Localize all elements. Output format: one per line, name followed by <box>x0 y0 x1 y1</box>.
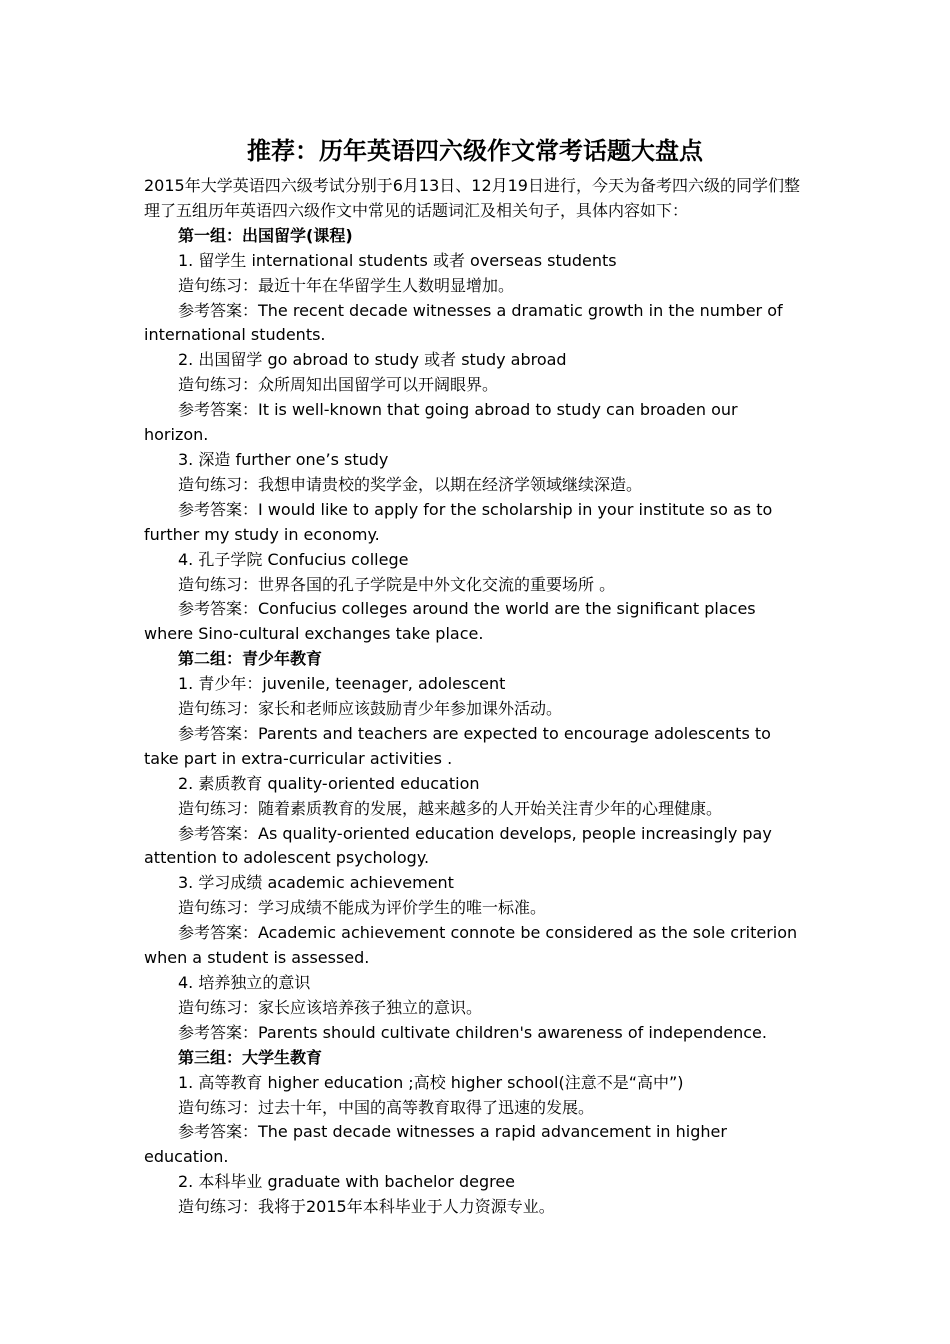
practice-prompt: 造句练习：家长应该培养孩子独立的意识。 <box>178 997 483 1017</box>
practice-prompt: 造句练习：众所周知出国留学可以开阔眼界。 <box>178 375 499 395</box>
reference-answer: 参考答案：It is well-known that going abroad to study can broaden our horizon. <box>144 400 743 445</box>
reference-answer: 参考答案：Academic achievement connote be considered as the sole criterion when a student is assessed. <box>144 923 803 968</box>
group-section <box>144 1046 806 1220</box>
practice-prompt: 造句练习：过去十年，中国的高等教育取得了迅速的发展。 <box>178 1097 595 1117</box>
group-section <box>144 647 806 1046</box>
vocab-term: 1. 高等教育 higher education ;高校 higher school(注意不是“高中”) <box>178 1072 684 1092</box>
group-heading: 第三组：大学生教育 <box>178 1047 323 1067</box>
practice-prompt: 造句练习：家长和老师应该鼓励青少年参加课外活动。 <box>178 699 563 719</box>
vocab-term: 1. 青少年：juvenile, teenager, adolescent <box>178 674 506 694</box>
vocab-term: 2. 出国留学 go abroad to study 或者 study abroad <box>178 350 567 370</box>
vocab-term: 3. 学习成绩 academic achievement <box>178 873 454 893</box>
vocab-term: 2. 素质教育 quality-oriented education <box>178 773 480 793</box>
vocab-term: 4. 孔子学院 Confucius college <box>178 549 409 569</box>
practice-prompt: 造句练习：最近十年在华留学生人数明显增加。 <box>178 275 515 295</box>
practice-prompt: 造句练习：我想申请贵校的奖学金，以期在经济学领域继续深造。 <box>178 474 643 494</box>
reference-answer: 参考答案：Confucius colleges around the world are the significant places where Sino-cultural exchanges take place. <box>144 599 761 644</box>
practice-prompt: 造句练习：学习成绩不能成为评价学生的唯一标准。 <box>178 898 547 918</box>
group-heading: 第二组：青少年教育 <box>178 649 323 669</box>
practice-prompt: 造句练习：世界各国的孔子学院是中外文化交流的重要场所 。 <box>178 574 616 594</box>
reference-answer: 参考答案：Parents and teachers are expected to encourage adolescents to take part in extra-curricular activities . <box>144 723 777 768</box>
practice-prompt: 造句练习：随着素质教育的发展，越来越多的人开始关注青少年的心理健康。 <box>178 798 723 818</box>
document-page <box>144 128 806 1220</box>
reference-answer: 参考答案：The past decade witnesses a rapid advancement in higher education. <box>144 1122 733 1167</box>
practice-prompt: 造句练习：我将于2015年本科毕业于人力资源专业。 <box>178 1197 555 1217</box>
document-title: 推荐：历年英语四六级作文常考话题大盘点 <box>247 137 703 165</box>
reference-answer: 参考答案：I would like to apply for the scholarship in your institute so as to further my study in economy. <box>144 499 778 544</box>
reference-answer: 参考答案：The recent decade witnesses a dramatic growth in the number of international students. <box>144 300 788 345</box>
reference-answer: 参考答案：As quality-oriented education develops, people increasingly pay attention to adolescent psychology. <box>144 823 777 868</box>
vocab-term: 3. 深造 further one’s study <box>178 449 389 469</box>
reference-answer: 参考答案：Parents should cultivate children's awareness of independence. <box>178 1022 767 1042</box>
group-section <box>144 224 806 647</box>
vocab-term: 2. 本科毕业 graduate with bachelor degree <box>178 1172 516 1192</box>
intro-paragraph: 2015年大学英语四六级考试分别于6月13日、12月19日进行，今天为备考四六级的同学们整理了五组历年英语四六级作文中常见的话题词汇及相关句子，具体内容如下： <box>144 176 800 220</box>
vocab-term: 1. 留学生 international students 或者 overseas students <box>178 250 617 270</box>
vocab-term: 4. 培养独立的意识 <box>178 973 311 992</box>
group-heading: 第一组：出国留学(课程) <box>178 225 353 245</box>
